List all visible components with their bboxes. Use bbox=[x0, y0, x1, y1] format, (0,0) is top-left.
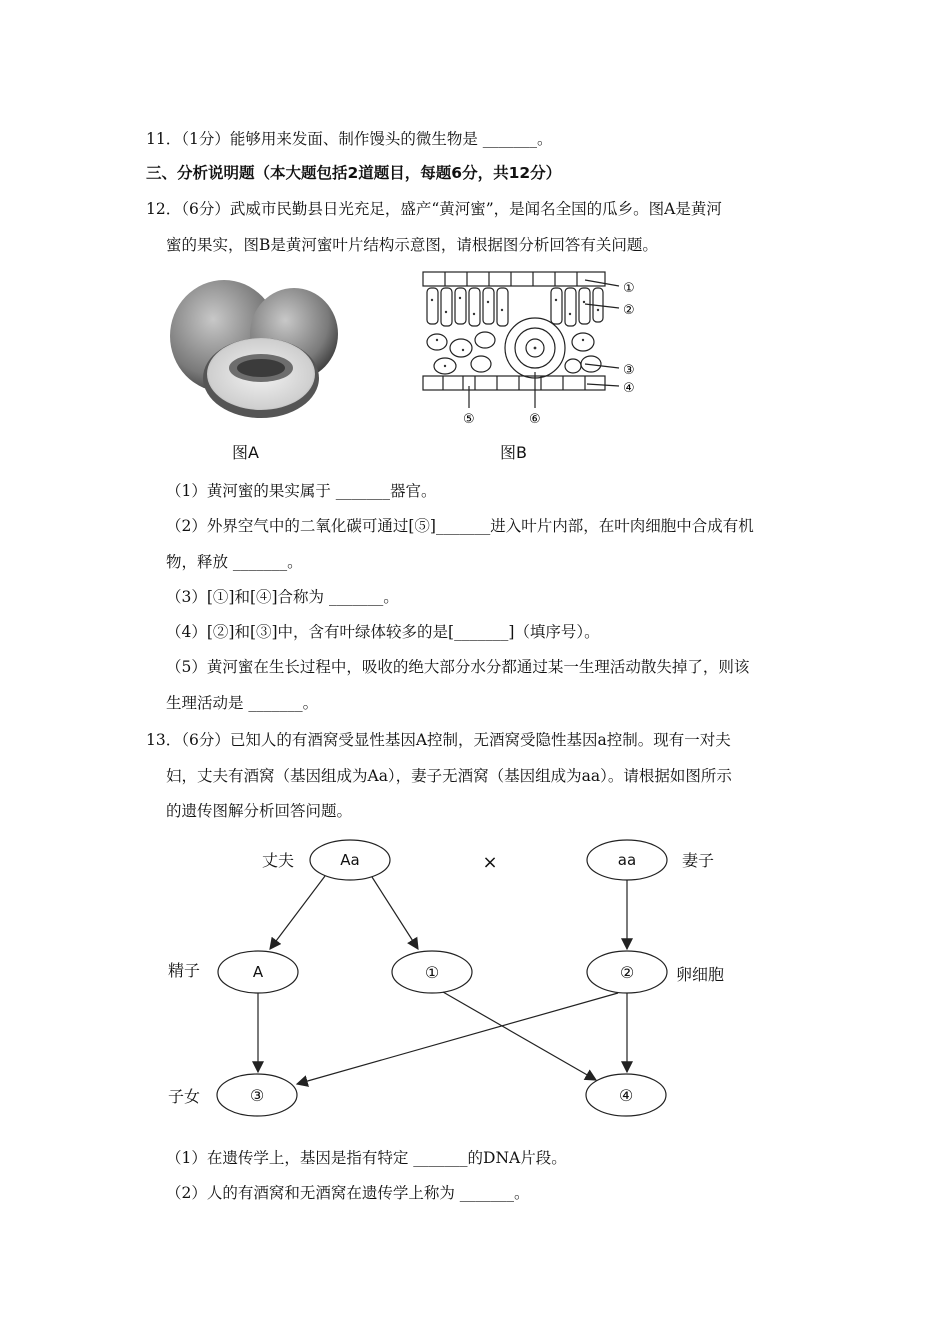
q12-sub2a: （2）外界空气中的二氧化碳可通过[⑤]_______进入叶片内部，在叶肉细胞中合成有机 bbox=[166, 517, 754, 535]
node-4-text: ④ bbox=[618, 1086, 634, 1105]
q12-sub5b: 生理活动是 _______。 bbox=[166, 694, 319, 712]
melon-fruit-image bbox=[166, 278, 346, 418]
q12-sub4: （4）[②]和[③]中，含有叶绿体较多的是[_______]（填序号）。 bbox=[166, 623, 600, 641]
q12-sub2b: 物，释放 _______。 bbox=[166, 553, 303, 571]
node-2-text: ② bbox=[619, 963, 635, 982]
label-2: ② bbox=[623, 303, 635, 318]
husband-label: 丈夫 bbox=[262, 851, 295, 870]
q12-sub3: （3）[①]和[④]合称为 _______。 bbox=[166, 588, 399, 606]
sperm-label: 精子 bbox=[168, 961, 201, 980]
sperm-a-text: A bbox=[252, 963, 264, 981]
leaf-structure-diagram bbox=[415, 268, 655, 430]
figure-b-caption: 图B bbox=[500, 443, 527, 462]
figure-a-caption: 图A bbox=[232, 443, 259, 462]
label-6: ⑥ bbox=[529, 412, 541, 427]
question-11: 11．（1分）能够用来发面、制作馒头的微生物是 _______。 bbox=[146, 130, 553, 148]
node-1-text: ① bbox=[424, 963, 440, 982]
husband-genotype: Aa bbox=[340, 851, 360, 869]
label-5: ⑤ bbox=[463, 412, 475, 427]
q12-sub5a: （5）黄河蜜在生长过程中，吸收的绝大部分水分都通过某一生理活动散失掉了，则该 bbox=[166, 658, 750, 676]
egg-label: 卵细胞 bbox=[676, 965, 725, 984]
q13-sub2: （2）人的有酒窝和无酒窝在遗传学上称为 _______。 bbox=[166, 1184, 530, 1202]
wife-label: 妻子 bbox=[682, 851, 715, 870]
question-12-line1: 12．（6分）武威市民勤县日光充足，盛产“黄河蜜”，是闻名全国的瓜乡。图A是黄河 bbox=[146, 200, 722, 218]
label-3: ③ bbox=[623, 363, 635, 378]
question-13-line2: 妇，丈夫有酒窝（基因组成为Aa），妻子无酒窝（基因组成为aa）。请根据如图所示 bbox=[166, 767, 732, 785]
node-3-text: ③ bbox=[249, 1086, 265, 1105]
children-label: 子女 bbox=[168, 1087, 201, 1106]
label-1: ① bbox=[623, 281, 635, 296]
q13-sub1: （1）在遗传学上，基因是指有特定 _______的DNA片段。 bbox=[166, 1149, 567, 1167]
section-heading: 三、分析说明题（本大题包括2道题目，每题6分，共12分） bbox=[146, 164, 562, 182]
wife-genotype: aa bbox=[617, 851, 637, 869]
cross-symbol: × bbox=[482, 852, 498, 873]
label-4: ④ bbox=[623, 381, 635, 396]
question-13-line1: 13．（6分）已知人的有酒窝受显性基因A控制，无酒窝受隐性基因a控制。现有一对夫 bbox=[146, 731, 731, 749]
question-13-line3: 的遗传图解分析回答问题。 bbox=[166, 802, 353, 820]
question-12-line2: 蜜的果实，图B是黄河蜜叶片结构示意图，请根据图分析回答有关问题。 bbox=[166, 236, 658, 254]
q12-sub1: （1）黄河蜜的果实属于 _______器官。 bbox=[166, 482, 437, 500]
inheritance-diagram bbox=[160, 830, 760, 1130]
